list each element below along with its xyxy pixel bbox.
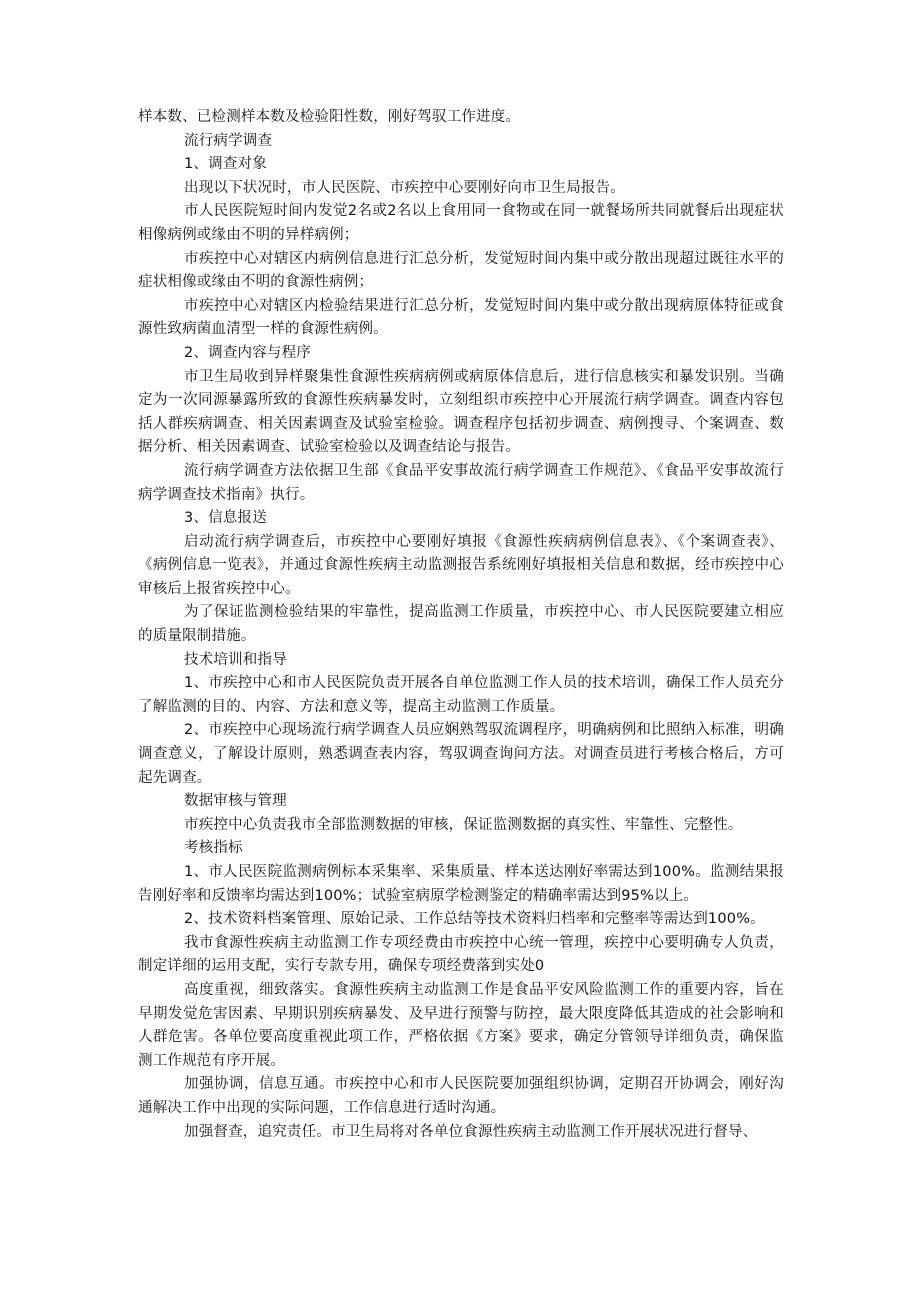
paragraph: 市疾控中心对辖区内病例信息进行汇总分析，发觉短时间内集中或分散出现超过既往水平的症状相像或缘由不明的食源性病例； — [138, 250, 784, 291]
paragraph: 启动流行病学调查后，市疾控中心要刚好填报《食源性疾病病例信息表》、《个案调查表》、《病例信息一览表》，并通过食源性疾病主动监测报告系统刚好填报相关信息和数据，经市疾控中心审核后上报省疾控中心。 — [138, 533, 784, 597]
paragraph: 市疾控中心对辖区内检验结果进行汇总分析，发觉短时间内集中或分散出现病原体特征或食源性致病菌血清型一样的食源性病例。 — [138, 297, 784, 338]
paragraph: 1、调查对象 — [184, 156, 267, 173]
paragraph: 3、信息报送 — [184, 510, 267, 527]
paragraph: 技术培训和指导 — [184, 651, 287, 668]
paragraph: 加强协调，信息互通。市疾控中心和市人民医院要加强组织协调，定期召开协调会，刚好沟通解决工作中出现的实际问题，工作信息进行适时沟通。 — [138, 1076, 784, 1116]
paragraph: 考核指标 — [184, 840, 243, 857]
paragraph: 市疾控中心负责我市全部监测数据的审核，保证监测数据的真实性、牢靠性、完整性。 — [184, 816, 743, 833]
paragraph: 市卫生局收到异样聚集性食源性疾病病例或病原体信息后，进行信息核实和暴发识别。当确定为一次同源暴露所致的食源性疾病暴发时，立刻组织市疾控中心开展流行病学调查。调查内容包括人群疾病调查、相关因素调查及试验室检验。调查程序包括初步调查、病例搜寻、个案调查、数据分析、相关因素调查、试验室检验以及调查结论与报告。 — [138, 368, 784, 456]
paragraph: 2、技术资料档案管理、原始记录、工作总结等技术资料归档率和完整率等需达到100%。 — [184, 911, 765, 928]
paragraph: 出现以下状况时，市人民医院、市疾控中心要刚好向市卫生局报告。 — [184, 179, 625, 196]
paragraph: 样本数、已检测样本数及检验阳性数，刚好驾驭工作进度。 — [138, 109, 521, 125]
paragraph: 1、市人民医院监测病例标本采集率、采集质量、样本送达刚好率需达到100%。监测结果报告刚好率和反馈率均需达到100%；试验室病原学检测鉴定的精确率需达到95%以上。 — [138, 864, 784, 904]
paragraph: 1、市疾控中心和市人民医院负责开展各自单位监测工作人员的技术培训，确保工作人员充分了解监测的目的、内容、方法和意义等，提高主动监测工作质量。 — [138, 675, 784, 715]
paragraph: 2、市疾控中心现场流行病学调查人员应娴熟驾驭流调程序，明确病例和比照纳入标准，明确调查意义，了解设计原则，熟悉调查表内容，驾驭调查询问方法。对调查员进行考核合格后，方可起先调查。 — [138, 722, 784, 786]
document-body — [138, 106, 784, 1144]
paragraph: 我市食源性疾病主动监测工作专项经费由市疾控中心统一管理，疾控中心要明确专人负责，制定详细的运用支配，实行专款专用，确保专项经费落到实处0 — [138, 934, 784, 975]
paragraph: 市人民医院短时间内发觉2名或2名以上食用同一食物或在同一就餐场所共同就餐后出现症状相像病例或缘由不明的异样病例； — [138, 203, 784, 243]
paragraph: 2、调查内容与程序 — [184, 344, 312, 361]
paragraph: 为了保证监测检验结果的牢靠性，提高监测工作质量，市疾控中心、市人民医院要建立相应的质量限制措施。 — [138, 604, 784, 645]
paragraph: 流行病学调查 — [184, 132, 273, 149]
paragraph: 加强督查，追究责任。市卫生局将对各单位食源性疾病主动监测工作开展状况进行督导、 — [184, 1123, 758, 1140]
paragraph: 高度重视，细致落实。食源性疾病主动监测工作是食品平安风险监测工作的重要内容，旨在早期发觉危害因素、早期识别疾病暴发、及早进行预警与防控，最大限度降低其造成的社会影响和人群危害。各单位要高度重视此项工作，严格依据《方案》要求，确定分管领导详细负责，确保监测工作规范有序开展。 — [138, 981, 784, 1069]
paragraph: 流行病学调查方法依据卫生部《食品平安事故流行病学调查工作规范》、《食品平安事故流行病学调查技术指南》执行。 — [138, 462, 784, 503]
paragraph: 数据审核与管理 — [184, 793, 287, 810]
